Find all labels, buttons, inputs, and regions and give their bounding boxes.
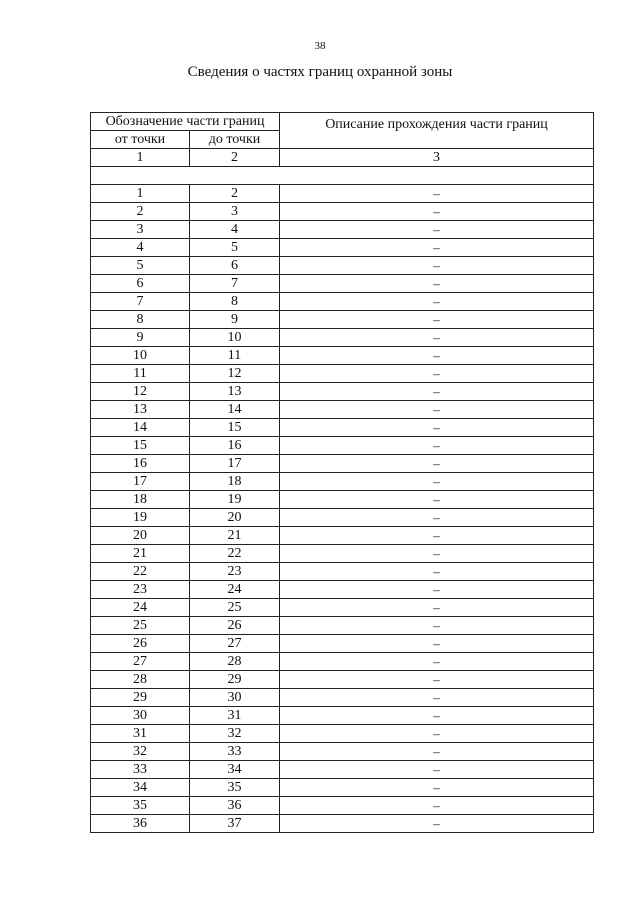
table-row (91, 383, 594, 401)
to-point-cell: 34 (190, 761, 280, 779)
to-point-cell: 30 (190, 689, 280, 707)
from-point-cell: 26 (91, 635, 190, 653)
from-point-cell: 24 (91, 599, 190, 617)
description-cell: – (280, 671, 594, 689)
table-row (91, 185, 594, 203)
table-row (91, 599, 594, 617)
description-cell: – (280, 221, 594, 239)
table-row (91, 491, 594, 509)
to-point-cell: 37 (190, 815, 280, 833)
from-point-cell: 7 (91, 293, 190, 311)
description-cell: – (280, 635, 594, 653)
description-cell: – (280, 347, 594, 365)
table-row (91, 311, 594, 329)
description-cell: – (280, 815, 594, 833)
to-point-cell: 29 (190, 671, 280, 689)
description-cell: – (280, 761, 594, 779)
to-point-cell: 27 (190, 635, 280, 653)
to-point-cell: 11 (190, 347, 280, 365)
from-point-cell: 30 (91, 707, 190, 725)
table-row (91, 617, 594, 635)
table-row (91, 437, 594, 455)
table-row (91, 419, 594, 437)
table-row (91, 725, 594, 743)
description-cell: – (280, 689, 594, 707)
spacer-cell (91, 167, 594, 185)
column-number: 1 (91, 149, 190, 167)
from-point-cell: 16 (91, 455, 190, 473)
table-row (91, 635, 594, 653)
description-cell: – (280, 257, 594, 275)
table-row (91, 689, 594, 707)
to-point-cell: 24 (190, 581, 280, 599)
description-cell: – (280, 545, 594, 563)
from-point-cell: 25 (91, 617, 190, 635)
from-point-cell: 11 (91, 365, 190, 383)
description-cell: – (280, 581, 594, 599)
to-point-cell: 31 (190, 707, 280, 725)
from-point-cell: 19 (91, 509, 190, 527)
table-row (91, 401, 594, 419)
from-point-cell: 34 (91, 779, 190, 797)
description-cell: – (280, 797, 594, 815)
from-point-cell: 21 (91, 545, 190, 563)
table-row (91, 203, 594, 221)
table-row (91, 473, 594, 491)
table-row (91, 329, 594, 347)
to-point-cell: 3 (190, 203, 280, 221)
table-row (91, 815, 594, 833)
description-cell: – (280, 707, 594, 725)
table-row (91, 527, 594, 545)
column-number: 3 (280, 149, 594, 167)
table-row (91, 239, 594, 257)
to-point-cell: 5 (190, 239, 280, 257)
table-row (91, 365, 594, 383)
to-point-cell: 9 (190, 311, 280, 329)
to-point-cell: 19 (190, 491, 280, 509)
description-cell: – (280, 437, 594, 455)
to-point-cell: 21 (190, 527, 280, 545)
table-row (91, 563, 594, 581)
from-point-cell: 23 (91, 581, 190, 599)
to-point-cell: 36 (190, 797, 280, 815)
description-cell: – (280, 401, 594, 419)
from-point-cell: 8 (91, 311, 190, 329)
description-cell: – (280, 239, 594, 257)
description-cell: – (280, 329, 594, 347)
to-point-header: до точки (190, 131, 280, 149)
from-point-cell: 12 (91, 383, 190, 401)
from-point-cell: 31 (91, 725, 190, 743)
to-point-cell: 6 (190, 257, 280, 275)
from-point-cell: 6 (91, 275, 190, 293)
table-row (91, 797, 594, 815)
to-point-cell: 22 (190, 545, 280, 563)
to-point-cell: 2 (190, 185, 280, 203)
column-number-row (91, 149, 594, 167)
table-row (91, 743, 594, 761)
from-point-cell: 28 (91, 671, 190, 689)
description-cell: – (280, 185, 594, 203)
to-point-cell: 8 (190, 293, 280, 311)
from-point-cell: 14 (91, 419, 190, 437)
spacer-row (91, 167, 594, 185)
designation-header: Обозначение части границ (91, 113, 280, 131)
page-title: Сведения о частях границ охранной зоны (187, 64, 453, 80)
table-row (91, 347, 594, 365)
to-point-cell: 15 (190, 419, 280, 437)
table-row (91, 671, 594, 689)
to-point-cell: 25 (190, 599, 280, 617)
to-point-cell: 4 (190, 221, 280, 239)
description-cell: – (280, 599, 594, 617)
table-row (91, 257, 594, 275)
description-cell: – (280, 725, 594, 743)
to-point-cell: 33 (190, 743, 280, 761)
to-point-cell: 32 (190, 725, 280, 743)
description-cell: – (280, 365, 594, 383)
to-point-cell: 28 (190, 653, 280, 671)
table-row (91, 761, 594, 779)
description-cell: – (280, 419, 594, 437)
table-row (91, 275, 594, 293)
to-point-cell: 26 (190, 617, 280, 635)
to-point-cell: 23 (190, 563, 280, 581)
table-row (91, 221, 594, 239)
to-point-cell: 16 (190, 437, 280, 455)
description-cell: – (280, 653, 594, 671)
description-cell: – (280, 293, 594, 311)
from-point-cell: 2 (91, 203, 190, 221)
to-point-cell: 14 (190, 401, 280, 419)
to-point-cell: 18 (190, 473, 280, 491)
table-row (91, 779, 594, 797)
from-point-cell: 4 (91, 239, 190, 257)
description-cell: – (280, 473, 594, 491)
from-point-cell: 18 (91, 491, 190, 509)
table-row (91, 653, 594, 671)
table-row (91, 581, 594, 599)
boundary-parts-table (90, 112, 594, 833)
from-point-cell: 17 (91, 473, 190, 491)
from-point-cell: 33 (91, 761, 190, 779)
table-row (91, 509, 594, 527)
from-point-cell: 5 (91, 257, 190, 275)
from-point-cell: 13 (91, 401, 190, 419)
to-point-cell: 7 (190, 275, 280, 293)
description-cell: – (280, 311, 594, 329)
from-point-cell: 3 (91, 221, 190, 239)
description-cell: – (280, 275, 594, 293)
description-cell: – (280, 383, 594, 401)
from-point-cell: 32 (91, 743, 190, 761)
description-cell: – (280, 563, 594, 581)
table-row (91, 707, 594, 725)
from-point-cell: 9 (91, 329, 190, 347)
from-point-cell: 27 (91, 653, 190, 671)
from-point-header: от точки (91, 131, 190, 149)
description-cell: – (280, 455, 594, 473)
description-cell: – (280, 743, 594, 761)
to-point-cell: 20 (190, 509, 280, 527)
table-row (91, 545, 594, 563)
description-cell: – (280, 779, 594, 797)
to-point-cell: 35 (190, 779, 280, 797)
from-point-cell: 22 (91, 563, 190, 581)
to-point-cell: 17 (190, 455, 280, 473)
from-point-cell: 15 (91, 437, 190, 455)
from-point-cell: 29 (91, 689, 190, 707)
description-cell: – (280, 617, 594, 635)
description-cell: – (280, 509, 594, 527)
to-point-cell: 13 (190, 383, 280, 401)
description-cell: – (280, 527, 594, 545)
from-point-cell: 1 (91, 185, 190, 203)
description-cell: – (280, 203, 594, 221)
from-point-cell: 36 (91, 815, 190, 833)
description-header: Описание прохождения части границ (280, 113, 594, 149)
from-point-cell: 35 (91, 797, 190, 815)
from-point-cell: 20 (91, 527, 190, 545)
from-point-cell: 10 (91, 347, 190, 365)
page-number: 38 (314, 40, 326, 52)
to-point-cell: 10 (190, 329, 280, 347)
description-cell: – (280, 491, 594, 509)
table-header-row (91, 113, 594, 131)
column-number: 2 (190, 149, 280, 167)
table-row (91, 293, 594, 311)
to-point-cell: 12 (190, 365, 280, 383)
table-row (91, 455, 594, 473)
